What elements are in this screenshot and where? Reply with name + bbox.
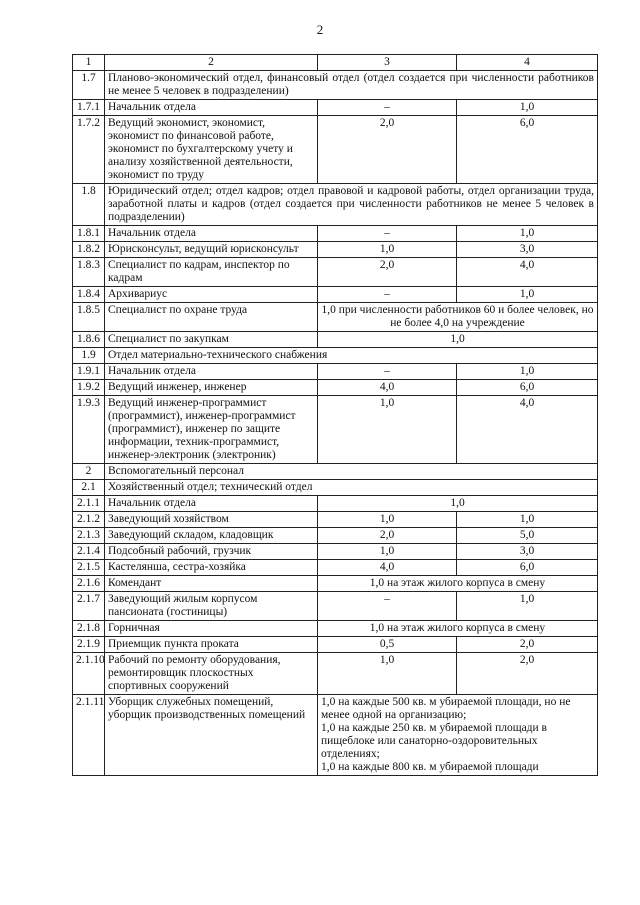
row-number-cell: 2.1.5 — [73, 560, 105, 576]
row-number-cell: 2.1.2 — [73, 512, 105, 528]
norm-col3-cell: – — [318, 100, 457, 116]
header-cell: 2 — [105, 55, 318, 71]
table-row — [73, 71, 598, 100]
position-name-cell: Заведующий складом, кладовщик — [105, 528, 318, 544]
norm-col4-cell: 5,0 — [457, 528, 598, 544]
row-number-cell: 2.1.10 — [73, 653, 105, 695]
norm-col4-cell: 6,0 — [457, 380, 598, 396]
table-row — [73, 592, 598, 621]
table-header-row — [73, 55, 598, 71]
table-row — [73, 544, 598, 560]
position-name-cell: Горничная — [105, 621, 318, 637]
position-name-cell: Заведующий хозяйством — [105, 512, 318, 528]
norm-col3-cell: 2,0 — [318, 116, 457, 184]
row-number-cell: 1.9.3 — [73, 396, 105, 464]
row-number-cell: 1.8.3 — [73, 258, 105, 287]
table-row — [73, 364, 598, 380]
row-number-cell: 2.1.3 — [73, 528, 105, 544]
norm-col3-cell: – — [318, 287, 457, 303]
row-number-cell: 2.1.4 — [73, 544, 105, 560]
norm-col4-cell: 1,0 — [457, 287, 598, 303]
norm-col3-cell: 1,0 — [318, 544, 457, 560]
norm-merged-cell — [318, 695, 598, 776]
table-row — [73, 184, 598, 226]
staffing-table — [72, 54, 598, 776]
row-number-cell: 1.8.2 — [73, 242, 105, 258]
position-name-cell: Начальник отдела — [105, 364, 318, 380]
table-row — [73, 380, 598, 396]
row-number-cell: 1.7.2 — [73, 116, 105, 184]
table-row — [73, 116, 598, 184]
norm-col3-cell: 0,5 — [318, 637, 457, 653]
norm-col4-cell: 2,0 — [457, 653, 598, 695]
norm-col3-cell: 1,0 — [318, 512, 457, 528]
row-number-cell: 1.9 — [73, 348, 105, 364]
header-cell: 3 — [318, 55, 457, 71]
row-number-cell: 1.9.1 — [73, 364, 105, 380]
position-name-cell: Начальник отдела — [105, 100, 318, 116]
header-cell: 4 — [457, 55, 598, 71]
norm-line: 1,0 на каждые 250 кв. м убираемой площади в пищеблоке или санаторно-оздоровительных отделениях; — [321, 722, 547, 760]
norm-col3-cell: 2,0 — [318, 258, 457, 287]
position-name-cell: Приемщик пункта проката — [105, 637, 318, 653]
table-row — [73, 348, 598, 364]
position-name-cell: Специалист по охране труда — [105, 303, 318, 332]
table-row — [73, 695, 598, 776]
table-row — [73, 576, 598, 592]
position-name-cell: Ведущий инженер, инженер — [105, 380, 318, 396]
table-row — [73, 560, 598, 576]
section-title-cell: Планово-экономический отдел, финансовый отдел (отдел создается при численности работников не менее 5 человек в подразделении) — [105, 71, 598, 100]
position-name-cell: Подсобный рабочий, грузчик — [105, 544, 318, 560]
norm-col3-cell: – — [318, 364, 457, 380]
table-row — [73, 100, 598, 116]
norm-col4-cell: 1,0 — [457, 512, 598, 528]
row-number-cell: 1.8.6 — [73, 332, 105, 348]
staffing-table-body — [73, 55, 598, 776]
table-row — [73, 464, 598, 480]
norm-col3-cell: – — [318, 226, 457, 242]
norm-col4-cell: 6,0 — [457, 560, 598, 576]
row-number-cell: 1.7.1 — [73, 100, 105, 116]
position-name-cell: Специалист по кадрам, инспектор по кадрам — [105, 258, 318, 287]
section-title-cell: Отдел материально-технического снабжения — [105, 348, 598, 364]
table-row — [73, 303, 598, 332]
position-name-cell: Заведующий жилым корпусом пансионата (гостиницы) — [105, 592, 318, 621]
norm-col3-cell: 1,0 — [318, 396, 457, 464]
position-name-cell: Ведущий экономист, экономист, экономист по финансовой работе, экономист по бухгалтерскому учету и анализу хозяйственной деятельности, экономист по труду — [105, 116, 318, 184]
norm-merged-cell: 1,0 — [318, 496, 598, 512]
position-name-cell: Кастелянша, сестра-хозяйка — [105, 560, 318, 576]
table-row — [73, 512, 598, 528]
position-name-cell: Рабочий по ремонту оборудования, ремонтировщик плоскостных спортивных сооружений — [105, 653, 318, 695]
norm-col3-cell: 1,0 — [318, 653, 457, 695]
position-name-cell: Начальник отдела — [105, 496, 318, 512]
norm-col4-cell: 6,0 — [457, 116, 598, 184]
norm-col4-cell: 3,0 — [457, 242, 598, 258]
norm-merged-cell: 1,0 на этаж жилого корпуса в смену — [318, 576, 598, 592]
row-number-cell: 2.1.8 — [73, 621, 105, 637]
row-number-cell: 1.8.4 — [73, 287, 105, 303]
norm-col4-cell: 4,0 — [457, 396, 598, 464]
table-row — [73, 496, 598, 512]
norm-col3-cell: 4,0 — [318, 380, 457, 396]
table-row — [73, 226, 598, 242]
norm-merged-cell: 1,0 при численности работников 60 и более человек, но не более 4,0 на учреждение — [318, 303, 598, 332]
norm-col3-cell: – — [318, 592, 457, 621]
row-number-cell: 2.1.6 — [73, 576, 105, 592]
row-number-cell: 2.1 — [73, 480, 105, 496]
table-row — [73, 396, 598, 464]
position-name-cell: Ведущий инженер-программист (программист), инженер-программист (программист), инженер по защите информации, техник-программист, инженер-электроник (электроник) — [105, 396, 318, 464]
norm-col4-cell: 1,0 — [457, 364, 598, 380]
norm-col4-cell: 3,0 — [457, 544, 598, 560]
table-row — [73, 242, 598, 258]
position-name-cell: Юрисконсульт, ведущий юрисконсульт — [105, 242, 318, 258]
section-title-cell: Хозяйственный отдел; технический отдел — [105, 480, 598, 496]
position-name-cell: Начальник отдела — [105, 226, 318, 242]
norm-col4-cell: 1,0 — [457, 100, 598, 116]
row-number-cell: 1.8.5 — [73, 303, 105, 332]
norm-line: 1,0 на каждые 500 кв. м убираемой площади, но не менее одной на организацию; — [321, 696, 571, 721]
norm-line: 1,0 на каждые 800 кв. м убираемой площади — [321, 761, 539, 773]
table-row — [73, 653, 598, 695]
norm-col3-cell: 1,0 — [318, 242, 457, 258]
position-name-cell: Уборщик служебных помещений, уборщик производственных помещений — [105, 695, 318, 776]
norm-col3-cell: 2,0 — [318, 528, 457, 544]
table-row — [73, 621, 598, 637]
norm-col4-cell: 4,0 — [457, 258, 598, 287]
row-number-cell: 1.7 — [73, 71, 105, 100]
table-row — [73, 480, 598, 496]
position-name-cell: Архивариус — [105, 287, 318, 303]
row-number-cell: 1.9.2 — [73, 380, 105, 396]
table-row — [73, 637, 598, 653]
table-row — [73, 528, 598, 544]
position-name-cell: Специалист по закупкам — [105, 332, 318, 348]
norm-merged-cell: 1,0 — [318, 332, 598, 348]
row-number-cell: 1.8.1 — [73, 226, 105, 242]
row-number-cell: 1.8 — [73, 184, 105, 226]
position-name-cell: Комендант — [105, 576, 318, 592]
norm-merged-cell: 1,0 на этаж жилого корпуса в смену — [318, 621, 598, 637]
header-cell: 1 — [73, 55, 105, 71]
table-row — [73, 287, 598, 303]
page-number: 2 — [316, 22, 324, 37]
norm-col4-cell: 2,0 — [457, 637, 598, 653]
row-number-cell: 2.1.7 — [73, 592, 105, 621]
row-number-cell: 2.1.1 — [73, 496, 105, 512]
table-row — [73, 258, 598, 287]
norm-col4-cell: 1,0 — [457, 226, 598, 242]
row-number-cell: 2 — [73, 464, 105, 480]
table-row — [73, 332, 598, 348]
norm-col4-cell: 1,0 — [457, 592, 598, 621]
norm-col3-cell: 4,0 — [318, 560, 457, 576]
section-title-cell: Вспомогательный персонал — [105, 464, 598, 480]
row-number-cell: 2.1.11 — [73, 695, 105, 776]
section-title-cell: Юридический отдел; отдел кадров; отдел правовой и кадровой работы, отдел организации труда, заработной платы и кадров (отдел создается при численности работников не менее 5 человек в подразделении) — [105, 184, 598, 226]
row-number-cell: 2.1.9 — [73, 637, 105, 653]
